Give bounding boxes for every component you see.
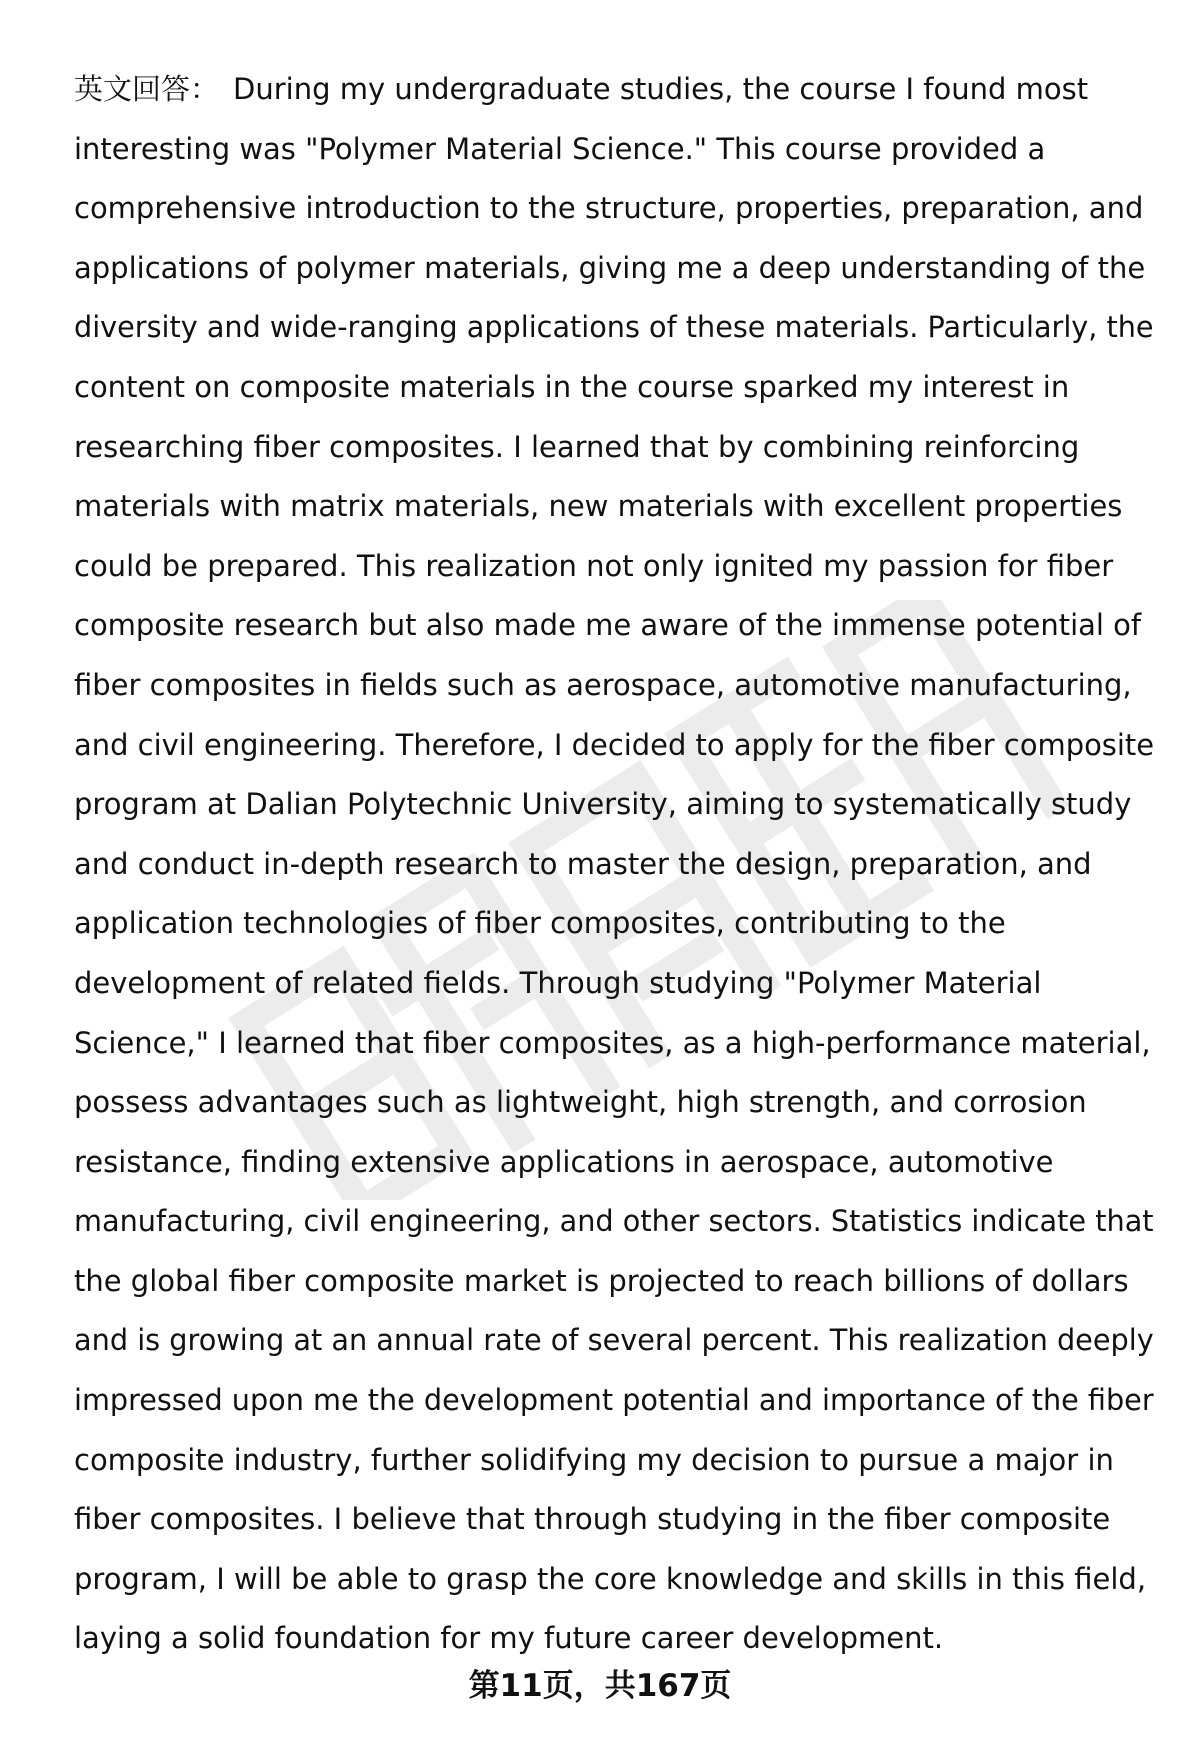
text-line-3: comprehensive introduction to the structure, properties, preparation, and bbox=[74, 191, 1144, 226]
text-line-19: resistance, finding extensive applications in aerospace, automotive bbox=[74, 1144, 1054, 1179]
text-line-1-content: During my undergraduate studies, the course I found most bbox=[233, 72, 1089, 106]
text-line-17: Science," I learned that fiber composites, as a high-performance material, bbox=[74, 1025, 1151, 1060]
text-line-2: interesting was "Polymer Material Science." This course provided a bbox=[74, 131, 1046, 166]
text-line-20: manufacturing, civil engineering, and other sectors. Statistics indicate that bbox=[74, 1204, 1154, 1239]
text-line-1 bbox=[74, 60, 1154, 120]
text-line-21: the global fiber composite market is projected to reach billions of dollars bbox=[74, 1263, 1129, 1298]
text-line-18: possess advantages such as lightweight, high strength, and corrosion bbox=[74, 1085, 1087, 1120]
text-line-15: application technologies of fiber composites, contributing to the bbox=[74, 906, 1006, 941]
text-line-10: composite research but also made me aware of the immense potential of bbox=[74, 608, 1142, 643]
text-line-16: development of related fields. Through studying "Polymer Material bbox=[74, 965, 1042, 1000]
text-line-23: impressed upon me the development potential and importance of the fiber bbox=[74, 1383, 1154, 1418]
text-line-13: program at Dalian Polytechnic University, aiming to systematically study bbox=[74, 787, 1132, 822]
text-line-11: fiber composites in fields such as aerospace, automotive manufacturing, bbox=[74, 667, 1132, 702]
text-line-6: content on composite materials in the course sparked my interest in bbox=[74, 369, 1070, 404]
text-line-4: applications of polymer materials, giving me a deep understanding of the bbox=[74, 250, 1146, 285]
text-line-7: researching fiber composites. I learned that by combining reinforcing bbox=[74, 429, 1080, 464]
text-line-26: program, I will be able to grasp the core knowledge and skills in this field, bbox=[74, 1561, 1147, 1596]
text-line-9: could be prepared. This realization not only ignited my passion for fiber bbox=[74, 548, 1114, 583]
page-number: 第11页，共167页 bbox=[468, 1668, 732, 1704]
text-line-25: fiber composites. I believe that through studying in the fiber composite bbox=[74, 1502, 1111, 1537]
text-line-8: materials with matrix materials, new materials with excellent properties bbox=[74, 489, 1123, 524]
text-line-14: and conduct in-depth research to master the design, preparation, and bbox=[74, 846, 1092, 881]
text-line-12: and civil engineering. Therefore, I decided to apply for the fiber composite bbox=[74, 727, 1155, 762]
text-line-22: and is growing at an annual rate of several percent. This realization deeply bbox=[74, 1323, 1154, 1358]
text-line-5: diversity and wide-ranging applications of these materials. Particularly, the bbox=[74, 310, 1154, 345]
answer-label: 英文回答： bbox=[74, 72, 220, 106]
text-line-24: composite industry, further solidifying my decision to pursue a major in bbox=[74, 1442, 1114, 1477]
text-line-27: laying a solid foundation for my future career development. bbox=[74, 1621, 944, 1656]
answer-body bbox=[74, 60, 1154, 1669]
